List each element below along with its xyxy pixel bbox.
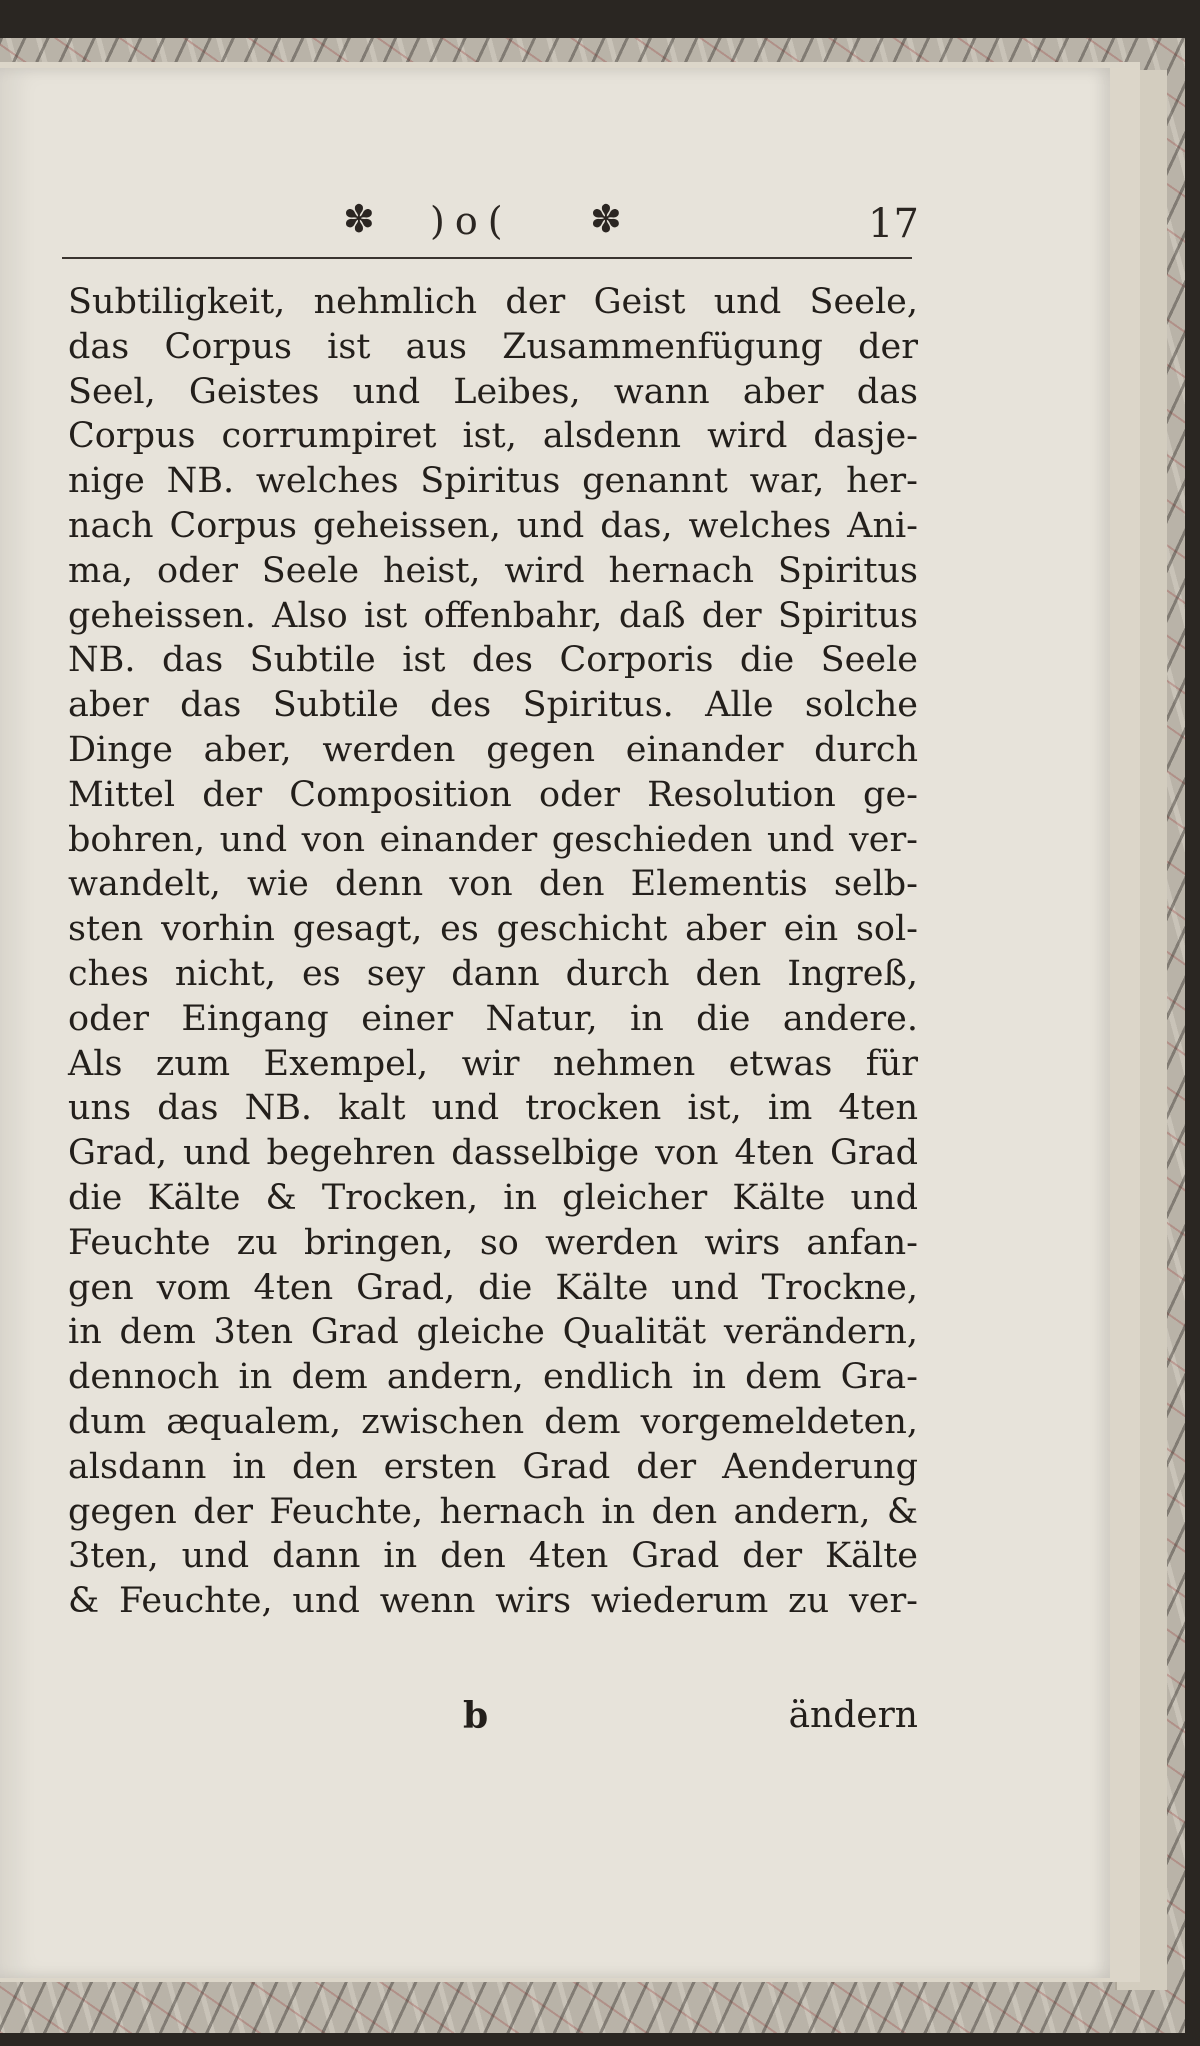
text-line: Mittel der Composition oder Resolution ge- — [68, 774, 918, 815]
text-line: ches nicht, es sey dann durch den Ingreß, — [68, 953, 918, 994]
text-line: Grad, und begehren dasselbige von 4ten Grad — [68, 1133, 918, 1174]
text-line: die Kälte & Trocken, in gleicher Kälte und — [68, 1177, 918, 1218]
page-footer — [68, 1695, 918, 1743]
text-line: uns das NB. kalt und trocken ist, im 4ten — [68, 1088, 918, 1129]
head-rule — [62, 257, 912, 259]
text-line: dum æqualem, zwischen dem vorgemeldeten, — [68, 1401, 918, 1442]
text-line: gen vom 4ten Grad, die Kälte und Trockne, — [68, 1267, 918, 1308]
text-line: bohren, und von einander geschieden und ver- — [68, 819, 918, 860]
text-line: Dinge aber, werden gegen einander durch — [68, 729, 918, 770]
flower-ornament-icon: ✽ — [343, 197, 375, 241]
text-line: nach Corpus geheissen, und das, welches Ani- — [68, 505, 918, 546]
page-number: 17 — [868, 201, 919, 247]
flower-ornament-icon: ✽ — [590, 197, 622, 241]
text-line: NB. das Subtile ist des Corporis die Seele — [68, 640, 918, 681]
text-line: sten vorhin gesagt, es geschicht aber ein sol- — [68, 909, 918, 950]
text-line: gegen der Feuchte, hernach in den andern, & — [68, 1491, 918, 1532]
text-line: Seel, Geistes und Leibes, wann aber das — [68, 371, 918, 412]
text-line: 3ten, und dann in den 4ten Grad der Kälte — [68, 1536, 918, 1577]
text-line: nige NB. welches Spiritus genannt war, her- — [68, 461, 918, 502]
text-line: Als zum Exempel, wir nehmen etwas für — [68, 1043, 918, 1084]
text-line: & Feuchte, und wenn wirs wiederum zu ver- — [68, 1581, 918, 1622]
text-line: Feuchte zu bringen, so werden wirs anfan- — [68, 1222, 918, 1263]
text-line: Subtiligkeit, nehmlich der Geist und Seele, — [68, 282, 918, 322]
body-text — [68, 280, 918, 1624]
text-line: aber das Subtile des Spiritus. Alle solche — [68, 685, 918, 726]
catchword: ändern — [788, 1695, 918, 1736]
signature-mark: b — [463, 1695, 489, 1737]
text-line: Corpus corrumpiret ist, alsdenn wird dasje- — [68, 416, 918, 457]
text-line: ma, oder Seele heist, wird hernach Spiritus — [68, 550, 918, 591]
text-line: in dem 3ten Grad gleiche Qualität verändern, — [68, 1312, 918, 1353]
text-line: das Corpus ist aus Zusammenfügung der — [68, 326, 918, 367]
running-head — [60, 195, 920, 265]
text-line: geheissen. Also ist offenbahr, daß der Spiritus — [68, 595, 918, 636]
text-line: wandelt, wie denn von den Elementis selb- — [68, 864, 918, 905]
text-line: oder Eingang einer Natur, in die andere. — [68, 998, 918, 1039]
head-center-mark: )o( — [430, 199, 513, 243]
text-line: alsdann in den ersten Grad der Aenderung — [68, 1446, 918, 1487]
text-line: dennoch in dem andern, endlich in dem Gra- — [68, 1357, 918, 1398]
